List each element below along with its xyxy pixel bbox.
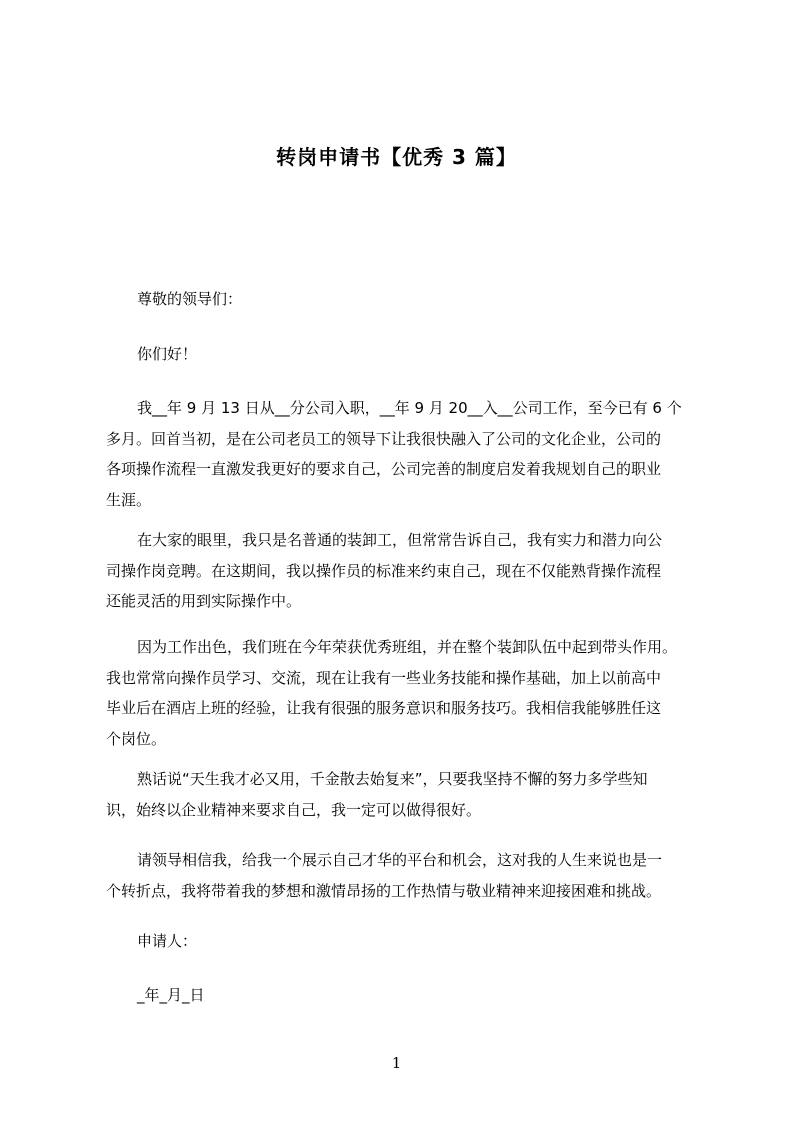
paragraph-4-line-2: 识，始终以企业精神来要求自己，我一定可以做得很好。 (106, 800, 482, 819)
date-block (106, 980, 704, 1011)
paragraph-5 (106, 845, 704, 906)
paragraph-5-line-2: 个转折点，我将带着我的梦想和激情昂扬的工作热情与敬业精神来迎接困难和挑战。 (106, 881, 662, 900)
paragraph-2-line-2: 司操作岗竞聘。在这期间，我以操作员的标准来约束自己，现在不仅能熟背操作流程 (106, 561, 662, 580)
page-number: 1 (391, 1054, 402, 1072)
paragraph-3-line-4: 个岗位。 (106, 729, 167, 748)
paragraph-2-line-1: 在大家的眼里，我只是名普通的装卸工，但常常告诉自己，我有实力和潜力向公 (137, 531, 663, 549)
paragraph-3 (106, 632, 704, 754)
signer-block (106, 926, 704, 957)
paragraph-1-line-3: 各项操作流程一直激发我更好的要求自己，公司完善的制度启发着我规划自己的职业 (106, 460, 662, 478)
signer-label: 申请人： (137, 932, 198, 950)
paragraph-4-line-1: 熟话说“天生我才必又用，千金散去始复来”，只要我坚持不懈的努力多学些知 (137, 770, 648, 788)
paragraph-3-line-3: 毕业后在酒店上班的经验，让我有很强的服务意识和服务技巧。我相信我能够胜任这 (106, 699, 662, 717)
paragraph-1 (106, 393, 704, 515)
salutation (106, 284, 704, 315)
paragraph-1-line-2: 多月。回首当初，是在公司老员工的领导下让我很快融入了公司的文化企业，公司的 (106, 429, 662, 448)
paragraph-3-line-1: 因为工作出色，我们班在今年荣获优秀班组，并在整个装卸队伍中起到带头作用。 (137, 638, 678, 656)
paragraph-1-line-4: 生涯。 (106, 490, 152, 509)
greeting-text: 你们好！ (137, 345, 198, 363)
salutation-text: 尊敬的领导们： (137, 290, 243, 308)
paragraph-2-line-3: 还能灵活的用到实际操作中。 (106, 592, 302, 610)
paragraph-2 (106, 525, 704, 617)
paragraph-1-line-1: 我__年 9 月 13 日从__分公司入职，__年 9 月 20__入__公司工作，至今已有 6 个 (137, 399, 682, 417)
paragraph-3-line-2: 我也常常向操作员学习、交流，现在让我有一些业务技能和操作基础，加上以前高中 (106, 668, 662, 687)
greeting (106, 339, 704, 370)
date-placeholder: _年_月_日 (137, 986, 205, 1004)
paragraph-5-line-1: 请领导相信我，给我一个展示自己才华的平台和机会，这对我的人生来说也是一 (137, 851, 663, 869)
document-title: 转岗申请书【优秀 3 篇】 (276, 145, 517, 169)
paragraph-4 (106, 764, 704, 825)
